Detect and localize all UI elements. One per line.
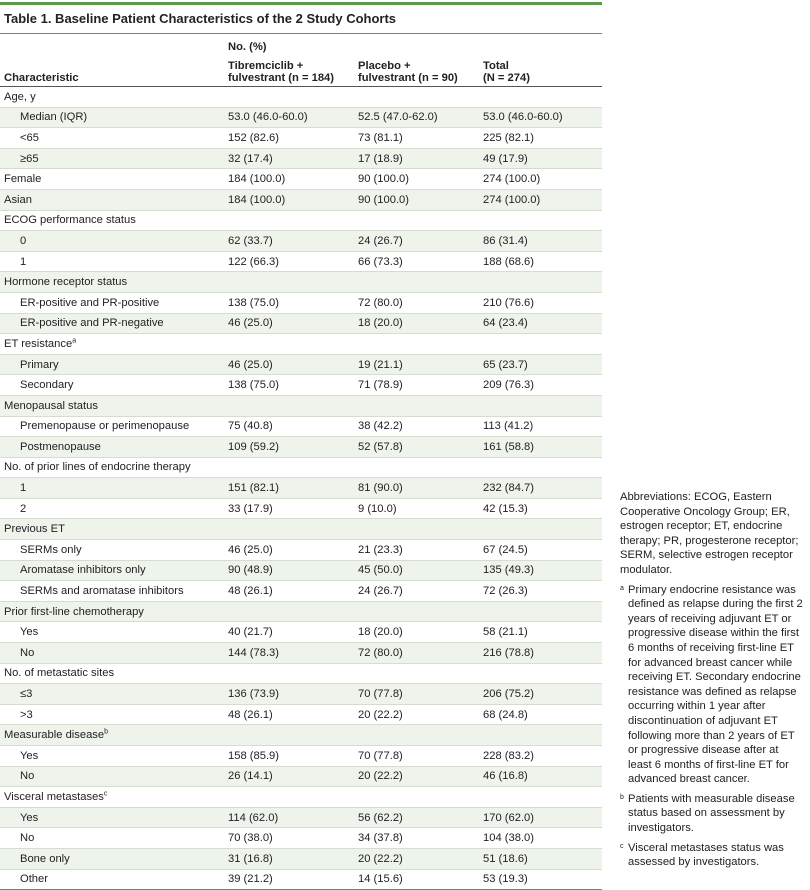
table-row (0, 87, 602, 108)
cell-total: 210 (76.6) (479, 292, 602, 313)
cell-placebo: 73 (81.1) (354, 128, 479, 149)
table-row (0, 828, 602, 849)
cell-tibremciclib: 62 (33.7) (224, 231, 354, 252)
cell-total: 53 (19.3) (479, 869, 602, 890)
table-row (0, 848, 602, 869)
cell-tibremciclib (224, 210, 354, 231)
cell-placebo: 90 (100.0) (354, 189, 479, 210)
footnote-text: Patients with measurable disease status based on assessment by investigators. (628, 792, 795, 835)
row-label: Primary (0, 354, 224, 375)
cell-total (479, 787, 602, 808)
row-label: SERMs only (0, 540, 224, 561)
table-row (0, 663, 602, 684)
cell-placebo: 20 (22.2) (354, 704, 479, 725)
cell-placebo (354, 663, 479, 684)
footnote-b (620, 792, 805, 841)
cell-total: 170 (62.0) (479, 807, 602, 828)
row-label: Previous ET (0, 519, 224, 540)
cell-placebo: 71 (78.9) (354, 375, 479, 396)
cell-placebo: 70 (77.8) (354, 684, 479, 705)
cell-placebo: 21 (23.3) (354, 540, 479, 561)
row-label: Aromatase inhibitors only (0, 560, 224, 581)
cell-placebo (354, 334, 479, 355)
cell-tibremciclib (224, 457, 354, 478)
cell-placebo (354, 519, 479, 540)
cell-total: 104 (38.0) (479, 828, 602, 849)
cell-total: 42 (15.3) (479, 498, 602, 519)
cell-total: 161 (58.8) (479, 437, 602, 458)
cell-placebo (354, 787, 479, 808)
cell-total (479, 663, 602, 684)
row-label: No. of metastatic sites (0, 663, 224, 684)
row-label: ER-positive and PR-positive (0, 292, 224, 313)
table-row (0, 416, 602, 437)
cell-tibremciclib: 75 (40.8) (224, 416, 354, 437)
row-label: ≥65 (0, 148, 224, 169)
cell-tibremciclib: 109 (59.2) (224, 437, 354, 458)
abbreviations-note: Abbreviations: ECOG, Eastern Cooperative Oncology Group; ER, estrogen receptor; ET, endocrine therapy; PR, progesterone receptor; SERM, selective estrogen receptor modulator. (620, 491, 799, 576)
cell-total: 188 (68.6) (479, 251, 602, 272)
cell-placebo (354, 210, 479, 231)
cell-tibremciclib (224, 334, 354, 355)
table-row (0, 334, 602, 355)
cell-tibremciclib: 114 (62.0) (224, 807, 354, 828)
header-placebo: Placebo + fulvestrant (n = 90) (354, 53, 479, 87)
cell-placebo: 34 (37.8) (354, 828, 479, 849)
cell-placebo: 56 (62.2) (354, 807, 479, 828)
table-notes (620, 490, 805, 875)
row-label: Prior first-line chemotherapy (0, 601, 224, 622)
cell-total: 216 (78.8) (479, 643, 602, 664)
table-row (0, 725, 602, 746)
table-row (0, 787, 602, 808)
table-row (0, 148, 602, 169)
table-row (0, 354, 602, 375)
row-label: 1 (0, 251, 224, 272)
cell-placebo: 24 (26.7) (354, 581, 479, 602)
cell-placebo (354, 395, 479, 416)
row-label: Yes (0, 807, 224, 828)
cell-total: 225 (82.1) (479, 128, 602, 149)
cell-tibremciclib: 90 (48.9) (224, 560, 354, 581)
cell-total (479, 601, 602, 622)
table-row (0, 437, 602, 458)
row-label: Age, y (0, 87, 224, 108)
cell-tibremciclib: 144 (78.3) (224, 643, 354, 664)
footnote-c (620, 841, 805, 875)
row-label: <65 (0, 128, 224, 149)
cell-tibremciclib (224, 519, 354, 540)
cell-total: 206 (75.2) (479, 684, 602, 705)
cell-tibremciclib: 33 (17.9) (224, 498, 354, 519)
cell-tibremciclib: 158 (85.9) (224, 746, 354, 767)
footnote-a (620, 583, 805, 792)
footnote-mark: b (620, 793, 624, 801)
cell-total: 113 (41.2) (479, 416, 602, 437)
cell-total: 274 (100.0) (479, 189, 602, 210)
footnote-ref: a (72, 337, 77, 345)
row-label: Measurable disease$^b$ (0, 725, 224, 746)
cell-total: 67 (24.5) (479, 540, 602, 561)
characteristics-table (0, 33, 602, 890)
cell-placebo: 18 (20.0) (354, 313, 479, 334)
cell-total: 46 (16.8) (479, 766, 602, 787)
cell-tibremciclib: 138 (75.0) (224, 375, 354, 396)
cell-placebo: 72 (80.0) (354, 643, 479, 664)
row-label: No (0, 828, 224, 849)
cell-total: 86 (31.4) (479, 231, 602, 252)
cell-tibremciclib: 40 (21.7) (224, 622, 354, 643)
cell-placebo: 52 (57.8) (354, 437, 479, 458)
footnote-text: Visceral metastases status was assessed by investigators. (628, 841, 784, 869)
cell-total: 51 (18.6) (479, 848, 602, 869)
cell-total (479, 87, 602, 108)
cell-placebo: 45 (50.0) (354, 560, 479, 581)
header-tibremciclib: Tibremciclib + fulvestrant (n = 184) (224, 53, 354, 87)
row-label: Female (0, 169, 224, 190)
cell-tibremciclib: 152 (82.6) (224, 128, 354, 149)
table-row (0, 210, 602, 231)
cell-tibremciclib (224, 272, 354, 293)
header-total: Total (N = 274) (479, 53, 602, 87)
cell-placebo: 24 (26.7) (354, 231, 479, 252)
cell-tibremciclib: 151 (82.1) (224, 478, 354, 499)
cell-total (479, 272, 602, 293)
table-row (0, 766, 602, 787)
cell-tibremciclib (224, 87, 354, 108)
cell-tibremciclib (224, 663, 354, 684)
cell-total: 209 (76.3) (479, 375, 602, 396)
cell-placebo: 38 (42.2) (354, 416, 479, 437)
row-label: No (0, 766, 224, 787)
cell-tibremciclib: 122 (66.3) (224, 251, 354, 272)
table-row (0, 189, 602, 210)
cell-total (479, 457, 602, 478)
footnote-mark: a (620, 584, 624, 592)
cell-placebo: 70 (77.8) (354, 746, 479, 767)
group-label: No. (%) (224, 34, 602, 54)
table-row (0, 395, 602, 416)
cell-total: 64 (23.4) (479, 313, 602, 334)
cell-tibremciclib: 39 (21.2) (224, 869, 354, 890)
cell-total: 135 (49.3) (479, 560, 602, 581)
cell-total (479, 395, 602, 416)
table-row (0, 540, 602, 561)
table-row (0, 684, 602, 705)
cell-total: 53.0 (46.0-60.0) (479, 107, 602, 128)
cell-placebo: 17 (18.9) (354, 148, 479, 169)
table-row (0, 313, 602, 334)
table-row (0, 704, 602, 725)
cell-placebo: 81 (90.0) (354, 478, 479, 499)
row-label: ECOG performance status (0, 210, 224, 231)
row-label: >3 (0, 704, 224, 725)
cell-placebo: 52.5 (47.0-62.0) (354, 107, 479, 128)
row-label: 0 (0, 231, 224, 252)
table-row (0, 560, 602, 581)
row-label: Secondary (0, 375, 224, 396)
table-row (0, 601, 602, 622)
cell-tibremciclib (224, 725, 354, 746)
cell-total (479, 725, 602, 746)
cell-tibremciclib: 46 (25.0) (224, 354, 354, 375)
table-title: Table 1. Baseline Patient Characteristics of the 2 Study Cohorts (4, 11, 397, 26)
cell-placebo: 90 (100.0) (354, 169, 479, 190)
cell-tibremciclib (224, 601, 354, 622)
table-row (0, 375, 602, 396)
cell-tibremciclib: 46 (25.0) (224, 540, 354, 561)
cell-placebo: 18 (20.0) (354, 622, 479, 643)
cell-placebo (354, 457, 479, 478)
cell-tibremciclib (224, 787, 354, 808)
row-label: Asian (0, 189, 224, 210)
cell-placebo (354, 87, 479, 108)
row-label: ≤3 (0, 684, 224, 705)
cell-placebo: 20 (22.2) (354, 766, 479, 787)
cell-total: 65 (23.7) (479, 354, 602, 375)
row-label: Premenopause or perimenopause (0, 416, 224, 437)
table-row (0, 746, 602, 767)
table-row (0, 519, 602, 540)
row-label: 1 (0, 478, 224, 499)
row-label: 2 (0, 498, 224, 519)
table-row (0, 107, 602, 128)
row-label: Yes (0, 622, 224, 643)
cell-tibremciclib: 48 (26.1) (224, 704, 354, 725)
cell-placebo: 9 (10.0) (354, 498, 479, 519)
table-row (0, 251, 602, 272)
footnote-ref: b (104, 728, 109, 736)
footnote-mark: c (620, 842, 624, 850)
table-row (0, 457, 602, 478)
cell-placebo: 14 (15.6) (354, 869, 479, 890)
header-row-group (0, 34, 602, 54)
table-row (0, 643, 602, 664)
cell-total: 68 (24.8) (479, 704, 602, 725)
table-row (0, 169, 602, 190)
cell-total (479, 210, 602, 231)
header-row-columns (0, 53, 602, 87)
cell-total (479, 334, 602, 355)
cell-tibremciclib: 138 (75.0) (224, 292, 354, 313)
row-label: SERMs and aromatase inhibitors (0, 581, 224, 602)
cell-placebo: 66 (73.3) (354, 251, 479, 272)
cell-placebo: 20 (22.2) (354, 848, 479, 869)
cell-tibremciclib: 32 (17.4) (224, 148, 354, 169)
row-label: Postmenopause (0, 437, 224, 458)
cell-placebo (354, 725, 479, 746)
footnote-ref: c (103, 790, 108, 798)
table-row (0, 807, 602, 828)
cell-total: 49 (17.9) (479, 148, 602, 169)
row-label: Hormone receptor status (0, 272, 224, 293)
cell-tibremciclib (224, 395, 354, 416)
cell-tibremciclib: 48 (26.1) (224, 581, 354, 602)
cell-placebo (354, 601, 479, 622)
row-label: ET resistance$^a$ (0, 334, 224, 355)
header-characteristic: Characteristic (0, 53, 224, 87)
row-label: No (0, 643, 224, 664)
table-row (0, 478, 602, 499)
table-container (0, 2, 602, 890)
table-row (0, 498, 602, 519)
table-row (0, 581, 602, 602)
row-label: ER-positive and PR-negative (0, 313, 224, 334)
cell-tibremciclib: 53.0 (46.0-60.0) (224, 107, 354, 128)
cell-total: 232 (84.7) (479, 478, 602, 499)
cell-tibremciclib: 184 (100.0) (224, 189, 354, 210)
cell-placebo: 72 (80.0) (354, 292, 479, 313)
cell-total: 228 (83.2) (479, 746, 602, 767)
table-row (0, 128, 602, 149)
row-label: Median (IQR) (0, 107, 224, 128)
row-label: Visceral metastases$^c$ (0, 787, 224, 808)
cell-total: 58 (21.1) (479, 622, 602, 643)
cell-tibremciclib: 184 (100.0) (224, 169, 354, 190)
row-label: No. of prior lines of endocrine therapy (0, 457, 224, 478)
table-row (0, 622, 602, 643)
table-row (0, 292, 602, 313)
cell-tibremciclib: 46 (25.0) (224, 313, 354, 334)
cell-tibremciclib: 70 (38.0) (224, 828, 354, 849)
table-body (0, 87, 602, 890)
row-label: Menopausal status (0, 395, 224, 416)
table-row (0, 272, 602, 293)
table-row (0, 231, 602, 252)
cell-total (479, 519, 602, 540)
cell-placebo: 19 (21.1) (354, 354, 479, 375)
cell-total: 274 (100.0) (479, 169, 602, 190)
row-label: Bone only (0, 848, 224, 869)
cell-tibremciclib: 136 (73.9) (224, 684, 354, 705)
cell-placebo (354, 272, 479, 293)
cell-tibremciclib: 31 (16.8) (224, 848, 354, 869)
cell-total: 72 (26.3) (479, 581, 602, 602)
row-label: Yes (0, 746, 224, 767)
footnote-text: Primary endocrine resistance was defined as relapse during the first 2 years of receiving adjuvant ET or progressive disease within the first 6 months of receiving first-line ET for advanced breast cancer while receiving ET. Secondary endocrine resistance was defined as relapse occurring within 1 year after discontinuation of adjuvant ET following more than 2 years of ET or progressive disease after at least 6 months of first-line ET for advanced breast cancer. (628, 583, 803, 786)
row-label: Other (0, 869, 224, 890)
cell-tibremciclib: 26 (14.1) (224, 766, 354, 787)
table-row (0, 869, 602, 890)
